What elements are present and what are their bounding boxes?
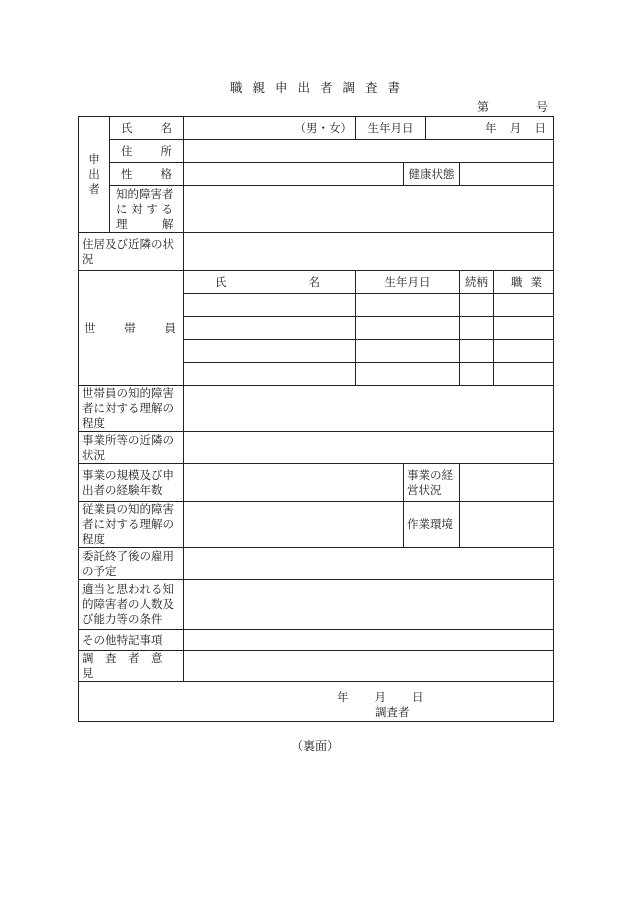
household-name-cell[interactable]	[184, 363, 356, 386]
office-neighborhood-field[interactable]	[184, 432, 554, 464]
name-label: 氏 名	[110, 117, 184, 140]
other-notes-field[interactable]	[184, 630, 554, 651]
employee-understanding-field[interactable]	[184, 502, 404, 548]
suitable-conditions-field[interactable]	[184, 580, 554, 630]
work-environment-label: 作業環境	[404, 502, 460, 548]
employee-understanding-label: 従業員の知的障害者に対する理解の程度	[79, 502, 184, 548]
employment-plan-field[interactable]	[184, 548, 554, 580]
health-label: 健康状態	[404, 163, 460, 186]
personality-field[interactable]	[184, 163, 404, 186]
birth-label: 生年月日	[356, 117, 426, 140]
household-relation-cell[interactable]	[460, 294, 494, 317]
business-status-field[interactable]	[460, 464, 554, 502]
address-label: 住 所	[110, 140, 184, 163]
household-label: 世 帯 員	[79, 271, 184, 386]
date-line: 年 月 日	[337, 690, 424, 704]
household-relation-cell[interactable]	[460, 340, 494, 363]
household-occupation-cell[interactable]	[494, 340, 554, 363]
business-scale-field[interactable]	[184, 464, 404, 502]
work-environment-field[interactable]	[460, 502, 554, 548]
document-title: 職親申出者調査書	[229, 80, 410, 95]
household-name-cell[interactable]	[184, 340, 356, 363]
address-field[interactable]	[184, 140, 554, 163]
household-birth-cell[interactable]	[356, 294, 460, 317]
office-neighborhood-label: 事業所等の近隣の状況	[79, 432, 184, 464]
household-header-relation: 続柄	[460, 271, 494, 294]
household-relation-cell[interactable]	[460, 317, 494, 340]
inspector-opinion-field[interactable]	[184, 651, 554, 682]
back-side-label: （裏面）	[290, 739, 339, 753]
residence-field[interactable]	[184, 233, 554, 271]
household-header-name: 氏 名	[184, 271, 356, 294]
household-occupation-cell[interactable]	[494, 294, 554, 317]
signature-area[interactable]	[79, 682, 554, 722]
household-name-cell[interactable]	[184, 317, 356, 340]
business-status-label: 事業の経営状況	[404, 464, 460, 502]
birth-field[interactable]: 年 月 日	[426, 117, 554, 140]
household-occupation-cell[interactable]	[494, 363, 554, 386]
household-name-cell[interactable]	[184, 294, 356, 317]
business-scale-label: 事業の規模及び申出者の経験年数	[79, 464, 184, 502]
residence-label: 住居及び近隣の状況	[79, 233, 184, 271]
household-relation-cell[interactable]	[460, 363, 494, 386]
number-suffix: 号	[536, 100, 549, 114]
understanding-field[interactable]	[184, 186, 554, 233]
household-header-occupation: 職 業	[494, 271, 554, 294]
inspector-label: 調査者	[375, 705, 410, 719]
household-understanding-label: 世帯員の知的障害者に対する理解の程度	[79, 386, 184, 432]
health-field[interactable]	[460, 163, 554, 186]
applicant-group-label: 申 出 者	[79, 117, 110, 233]
personality-label: 性 格	[110, 163, 184, 186]
household-birth-cell[interactable]	[356, 340, 460, 363]
household-birth-cell[interactable]	[356, 363, 460, 386]
suitable-conditions-label: 適当と思われる知的障害者の人数及び能力等の条件	[79, 580, 184, 630]
employment-plan-label: 委託終了後の雇用の予定	[79, 548, 184, 580]
gender-field[interactable]: （男・女）	[184, 117, 356, 140]
other-notes-label: その他特記事項	[79, 630, 184, 651]
survey-form-table	[78, 116, 554, 722]
number-prefix: 第	[477, 100, 490, 114]
inspector-opinion-label: 調 査 者 意 見	[79, 651, 184, 682]
household-birth-cell[interactable]	[356, 317, 460, 340]
household-header-birth: 生年月日	[356, 271, 460, 294]
household-occupation-cell[interactable]	[494, 317, 554, 340]
household-understanding-field[interactable]	[184, 386, 554, 432]
understanding-label: 知的障害者 に 対 す る 理 解	[110, 186, 184, 233]
